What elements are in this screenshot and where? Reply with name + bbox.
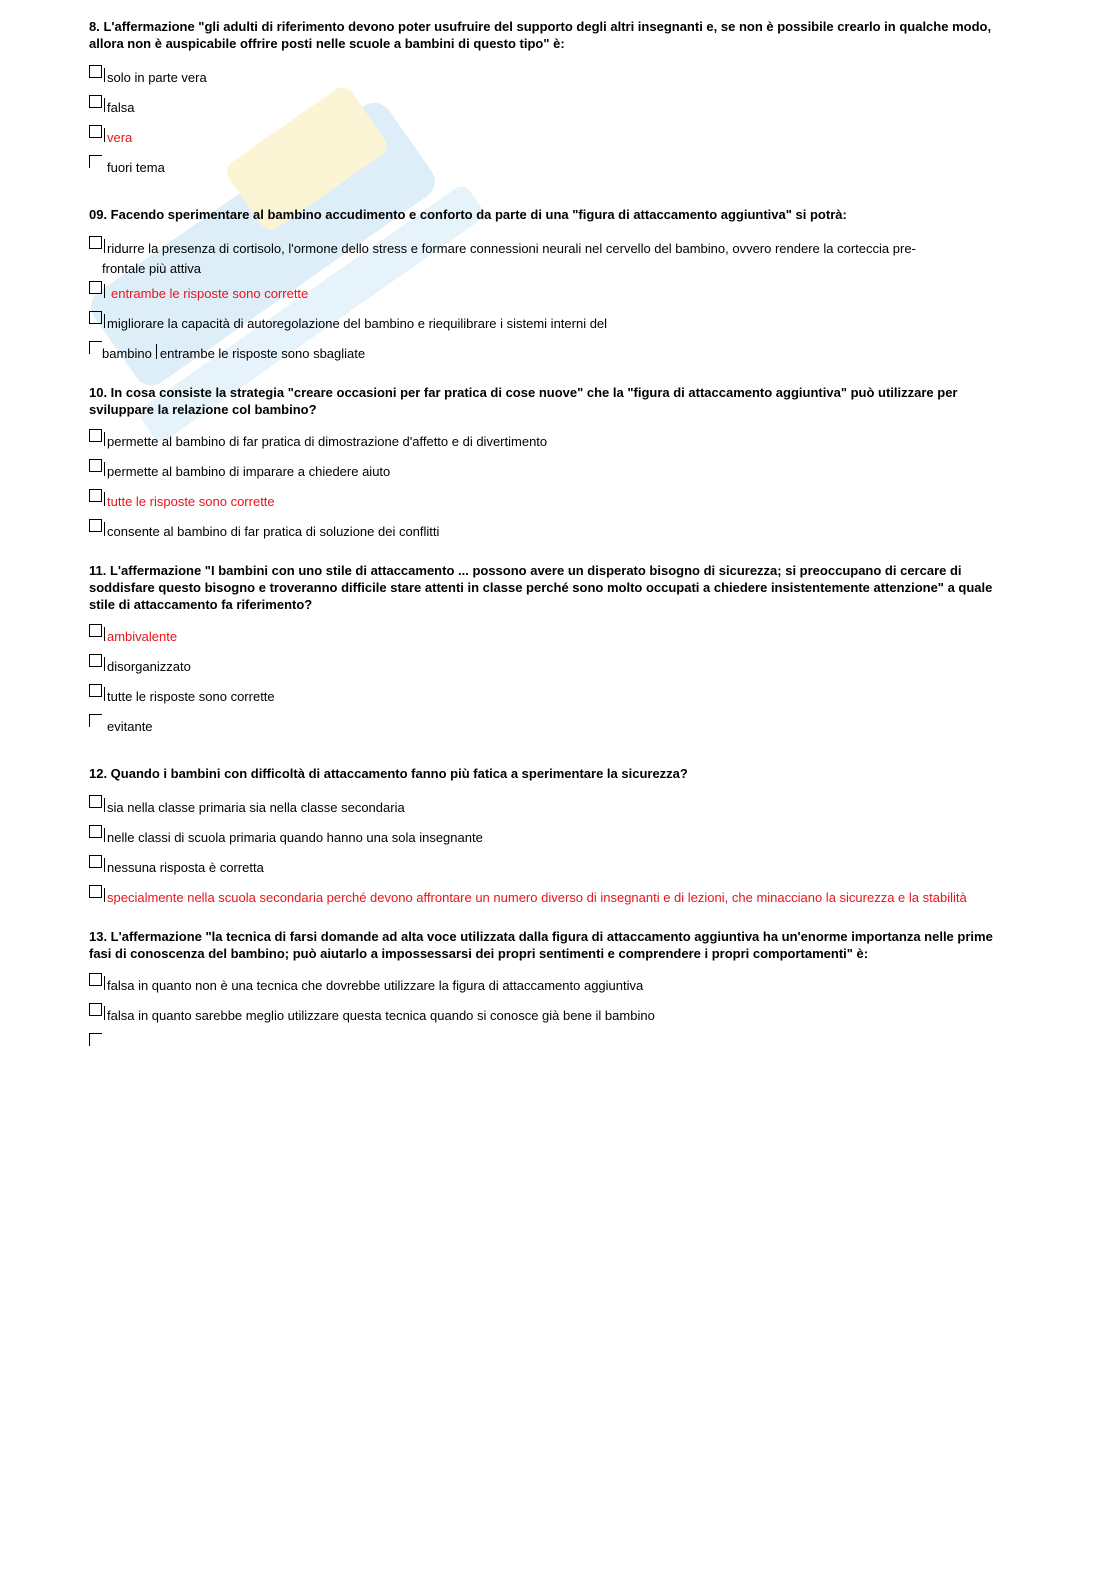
option-correct[interactable]: tutte le risposte sono corrette <box>89 492 1009 512</box>
checkbox-icon[interactable] <box>89 519 102 532</box>
checkbox-icon[interactable] <box>89 459 102 472</box>
question-11: 11. L'affermazione "I bambini con uno stile di attaccamento ... possono avere un disperato bisogno di sicurezza; si preoccupano di cercare di soddisfare questo bisogno e troveranno difficile stare attenti in classe perché sono molto occupati a chiedere insistentemente attenzione" a quale stile di attaccamento fa riferimento? <box>89 563 993 612</box>
option[interactable]: falsa in quanto non è una tecnica che dovrebbe utilizzare la figura di attaccamento aggiuntiva <box>89 976 1009 996</box>
option[interactable]: consente al bambino di far pratica di soluzione dei conflitti <box>89 522 1009 542</box>
option[interactable]: falsa in quanto sarebbe meglio utilizzare questa tecnica quando si conosce già bene il bambino <box>89 1006 1009 1026</box>
option[interactable]: evitante <box>89 717 1009 737</box>
option[interactable]: permette al bambino di far pratica di dimostrazione d'affetto e di divertimento <box>89 432 1009 452</box>
option[interactable]: sia nella classe primaria sia nella classe secondaria <box>89 798 1009 818</box>
option[interactable]: migliorare la capacità di autoregolazione del bambino e riequilibrare i sistemi interni del <box>89 314 1009 334</box>
checkbox-icon[interactable] <box>89 236 102 249</box>
option[interactable]: permette al bambino di imparare a chiedere aiuto <box>89 462 1009 482</box>
question-10: 10. In cosa consiste la strategia "creare occasioni per far pratica di cose nuove" che la "figura di attaccamento aggiuntiva" può utilizzare per sviluppare la relazione col bambino? <box>89 385 958 417</box>
option[interactable]: nelle classi di scuola primaria quando hanno una sola insegnante <box>89 828 1009 848</box>
question-12: 12. Quando i bambini con difficoltà di attaccamento fanno più fatica a sperimentare la sicurezza? <box>89 766 688 781</box>
option-correct[interactable]: vera <box>89 128 1009 148</box>
checkbox-icon[interactable] <box>89 95 102 108</box>
checkbox-icon[interactable] <box>89 973 102 986</box>
checkbox-icon[interactable] <box>89 714 102 727</box>
checkbox-icon[interactable] <box>89 624 102 637</box>
checkbox-icon[interactable] <box>89 684 102 697</box>
option[interactable]: tutte le risposte sono corrette <box>89 687 1009 707</box>
question-8: 8. L'affermazione "gli adulti di riferimento devono poter usufruire del supporto degli altri insegnanti e, se non è possibile crearlo in qualche modo, allora non è auspicabile offrire posti nelle scuole a bambini di questo tipo" è: <box>89 19 992 51</box>
question-13: 13. L'affermazione "la tecnica di farsi domande ad alta voce utilizzata dalla figura di attaccamento aggiuntiva ha un'enorme importanza nelle prime fasi di conoscenza del bambino; può aiutarlo a impossessarsi dei propri sentimenti e comprendere i propri comportamenti" è: <box>89 929 993 961</box>
option-correct[interactable]: ambivalente <box>89 627 1009 647</box>
option-correct[interactable]: entrambe le risposte sono corrette <box>89 284 1009 304</box>
option[interactable]: ridurre la presenza di cortisolo, l'ormone dello stress e formare connessioni neurali nel cervello del bambino, ovvero rendere la corteccia pre- frontale più attiva <box>89 239 1009 279</box>
checkbox-icon[interactable] <box>89 885 102 898</box>
checkbox-icon[interactable] <box>89 281 102 294</box>
checkbox-icon[interactable] <box>89 341 102 354</box>
option[interactable]: nessuna risposta è corretta <box>89 858 1009 878</box>
checkbox-icon[interactable] <box>89 855 102 868</box>
checkbox-icon[interactable] <box>89 825 102 838</box>
option[interactable]: disorganizzato <box>89 657 1009 677</box>
option[interactable]: solo in parte vera <box>89 68 1009 88</box>
option[interactable]: bambino entrambe le risposte sono sbagliate <box>89 344 1009 364</box>
quiz-document <box>89 18 1009 1036</box>
checkbox-icon[interactable] <box>89 489 102 502</box>
checkbox-icon[interactable] <box>156 344 157 359</box>
option-correct[interactable]: specialmente nella scuola secondaria perché devono affrontare un numero diverso di insegnanti e di lezioni, che minacciano la sicurezza e la stabilità <box>89 888 1009 908</box>
checkbox-icon[interactable] <box>89 795 102 808</box>
checkbox-icon[interactable] <box>89 311 102 324</box>
option[interactable]: falsa <box>89 98 1009 118</box>
question-9: 09. Facendo sperimentare al bambino accudimento e conforto da parte di una "figura di attaccamento aggiuntiva" si potrà: <box>89 207 847 222</box>
checkbox-icon[interactable] <box>89 65 102 78</box>
checkbox-icon[interactable] <box>89 429 102 442</box>
checkbox-icon[interactable] <box>89 654 102 667</box>
checkbox-icon[interactable] <box>89 1003 102 1016</box>
option[interactable]: fuori tema <box>89 158 1009 178</box>
checkbox-icon[interactable] <box>89 1033 102 1046</box>
checkbox-icon[interactable] <box>89 155 102 168</box>
checkbox-icon[interactable] <box>89 125 102 138</box>
